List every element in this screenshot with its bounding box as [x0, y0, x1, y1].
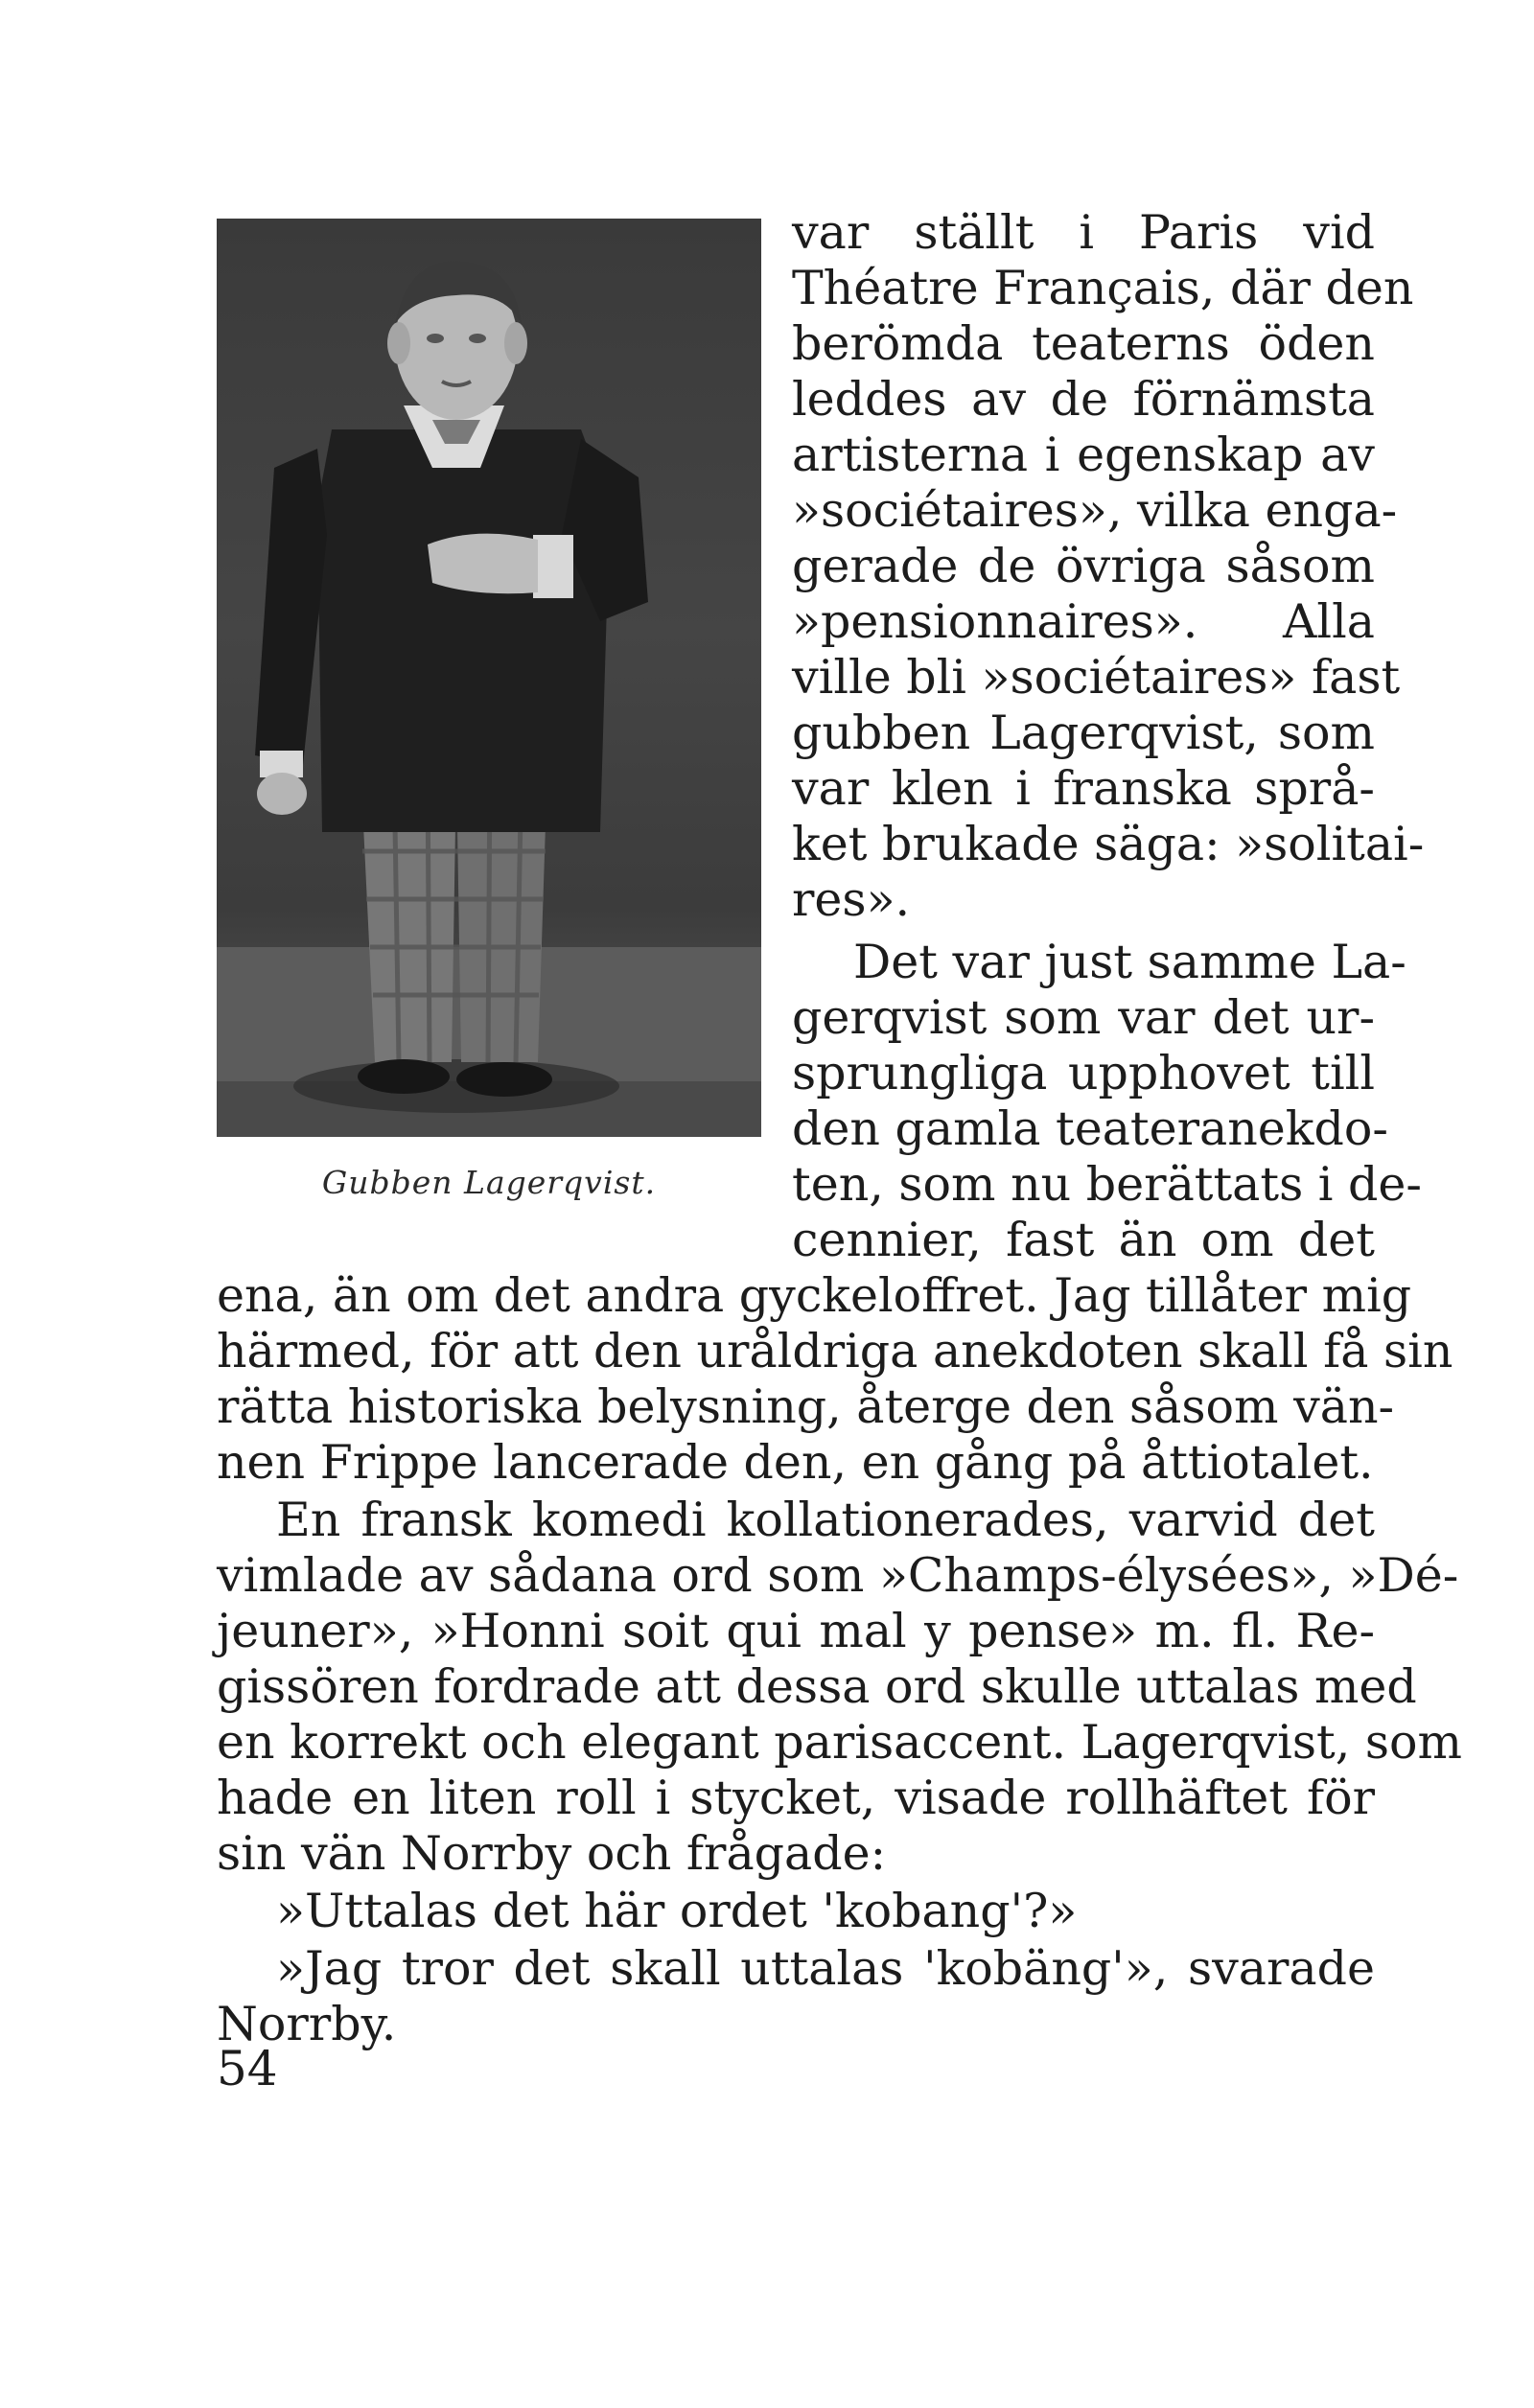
photograph-of-standing-man-icon — [217, 219, 761, 1137]
text-line: hade en liten roll i stycket, visade rollhäftet för — [217, 1771, 1375, 1825]
text-line: nen Frippe lancerade den, en gång på åttiotalet. — [217, 1435, 1374, 1490]
text-line: ten, som nu berättats i de- — [792, 1157, 1422, 1212]
text-line: jeuner», »Honni soit qui mal y pense» m. fl. Re- — [217, 1604, 1375, 1658]
text-line: var klen i franska språ- — [792, 761, 1375, 816]
text-line: den gamla teateranekdo- — [792, 1101, 1388, 1156]
text-line: ena, än om det andra gyckeloffret. Jag tillåter mig — [217, 1268, 1412, 1323]
text-line: var ställt i Paris vid — [792, 205, 1375, 260]
text-line: gissören fordrade att dessa ord skulle uttalas med — [217, 1659, 1417, 1714]
photo-caption: Gubben Lagerqvist. — [321, 1164, 657, 1201]
text-line: vimlade av sådana ord som »Champs-élysées», »Dé- — [217, 1548, 1459, 1603]
text-line: artisterna i egenskap av — [792, 428, 1375, 482]
text-line: en korrekt och elegant parisaccent. Lagerqvist, som — [217, 1715, 1462, 1770]
text-line: »pensionnaires». Alla — [792, 594, 1375, 649]
text-line: härmed, för att den uråldriga anekdoten skall få sin — [217, 1324, 1453, 1378]
text-line: sin vän Norrby och frågade: — [217, 1826, 887, 1881]
portrait-photo — [217, 219, 761, 1137]
text-line: Norrby. — [217, 1997, 397, 2051]
text-line: gubben Lagerqvist, som — [792, 706, 1375, 760]
text-line: Théatre Français, där den — [792, 261, 1414, 315]
text-line: leddes av de förnämsta — [792, 372, 1375, 427]
text-line: ket brukade säga: »solitai- — [792, 817, 1425, 871]
text-line: gerade de övriga såsom — [792, 539, 1375, 593]
text-line: res». — [792, 872, 911, 927]
text-line: ville bli »sociétaires» fast — [792, 650, 1401, 705]
text-line: »sociétaires», vilka enga- — [792, 483, 1398, 538]
paragraph-first-line: »Uttalas det här ordet 'kobang'?» — [276, 1884, 1078, 1938]
text-line: gerqvist som var det ur- — [792, 990, 1375, 1045]
text-line: sprungliga upphovet till — [792, 1046, 1375, 1100]
paragraph-first-line: »Jag tror det skall uttalas 'kobäng'», svarade — [276, 1941, 1375, 1996]
text-line: rätta historiska belysning, återge den såsom vän- — [217, 1379, 1395, 1434]
text-line: berömda teaterns öden — [792, 316, 1375, 371]
paragraph-first-line: Det var just samme La- — [853, 935, 1406, 989]
text-line: cennier, fast än om det — [792, 1213, 1375, 1267]
paragraph-first-line: En fransk komedi kollationerades, varvid det — [276, 1493, 1375, 1547]
page-number: 54 — [217, 2041, 278, 2096]
